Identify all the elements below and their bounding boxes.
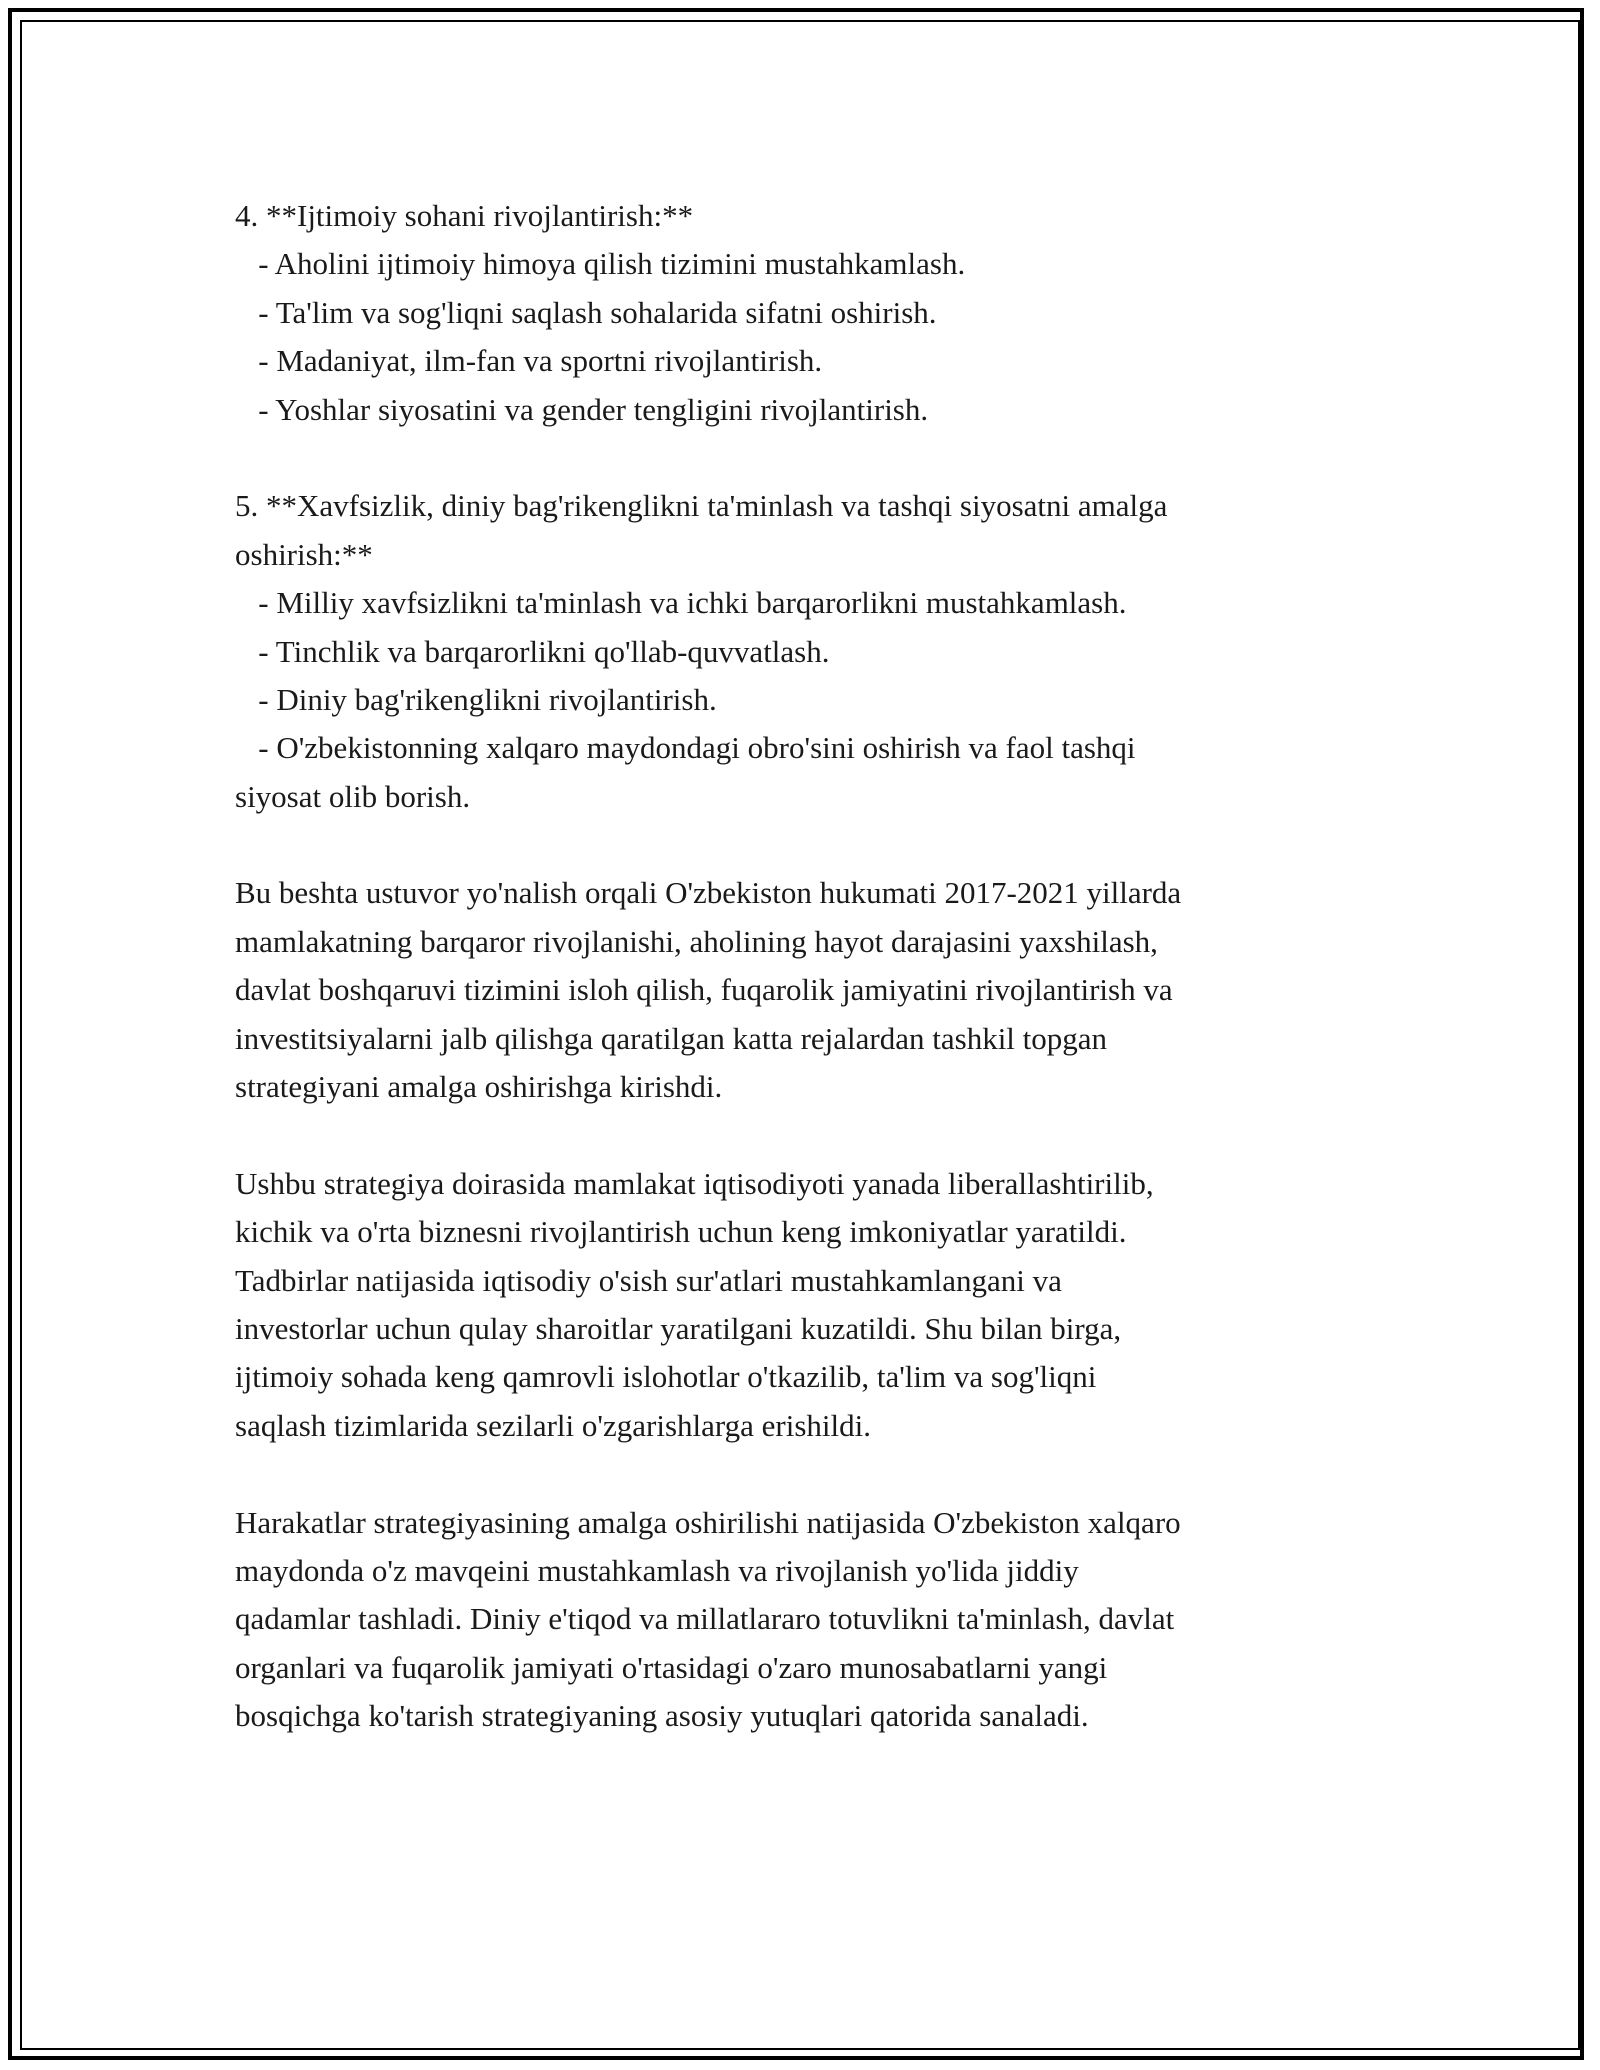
section-5-item: siyosat olib borish. xyxy=(235,778,471,814)
paragraph-line: strategiyani amalga oshirishga kirishdi. xyxy=(235,1069,723,1105)
section-4-item: - Yoshlar siyosatini va gender tengligini rivojlantirish. xyxy=(235,391,929,427)
paragraph-gap xyxy=(235,434,1375,482)
paragraph-line: qadamlar tashladi. Diniy e'tiqod va millatlararo totuvlikni ta'minlash, davlat xyxy=(235,1601,1175,1637)
paragraph-gap xyxy=(235,1450,1375,1498)
paragraph-line: mamlakatning barqaror rivojlanishi, aholining hayot darajasini yaxshilash, xyxy=(235,923,1158,959)
section-4-heading: 4. **Ijtimoiy sohani rivojlantirish:** xyxy=(235,198,694,233)
paragraph-line: Tadbirlar natijasida iqtisodiy o'sish sur'atlari mustahkamlangani va xyxy=(235,1262,1062,1298)
paragraph-line: maydonda o'z mavqeini mustahkamlash va rivojlanish yo'lida jiddiy xyxy=(235,1552,1079,1588)
paragraph-line: investitsiyalarni jalb qilishga qaratilgan katta rejalardan tashkil topgan xyxy=(235,1020,1108,1056)
paragraph-line: Ushbu strategiya doirasida mamlakat iqtisodiyoti yanada liberallashtirilib, xyxy=(235,1165,1154,1201)
paragraph-line: bosqichga ko'tarish strategiyaning asosiy yutuqlari qatorida sanaladi. xyxy=(235,1698,1089,1734)
paragraph-gap xyxy=(235,821,1375,869)
section-4-item: - Madaniyat, ilm-fan va sportni rivojlantirish. xyxy=(235,343,823,379)
section-5-item: - O'zbekistonning xalqaro maydondagi obro'sini oshirish va faol tashqi xyxy=(235,730,1136,766)
section-5-item: - Diniy bag'rikenglikni rivojlantirish. xyxy=(235,681,717,717)
paragraph-1 xyxy=(235,869,1375,1111)
section-5 xyxy=(235,482,1375,821)
paragraph-line: saqlash tizimlarida sezilarli o'zgarishlarga erishildi. xyxy=(235,1407,871,1443)
section-5-item: - Tinchlik va barqarorlikni qo'llab-quvvatlash. xyxy=(235,633,830,669)
paragraph-line: davlat boshqaruvi tizimini isloh qilish, fuqarolik jamiyatini rivojlantirish va xyxy=(235,972,1173,1008)
section-5-heading: oshirish:** xyxy=(235,536,373,572)
paragraph-line: investorlar uchun qulay sharoitlar yaratilgani kuzatildi. Shu bilan birga, xyxy=(235,1310,1122,1346)
paragraph-line: ijtimoiy sohada keng qamrovli islohotlar o'tkazilib, ta'lim va sog'liqni xyxy=(235,1359,1097,1395)
section-4-item: - Aholini ijtimoiy himoya qilish tizimini mustahkamlash. xyxy=(235,246,966,282)
paragraph-line: Harakatlar strategiyasining amalga oshirilishi natijasida O'zbekiston xalqaro xyxy=(235,1504,1181,1540)
paragraph-line: organlari va fuqarolik jamiyati o'rtasidagi o'zaro munosabatlarni yangi xyxy=(235,1649,1108,1685)
section-5-item: - Milliy xavfsizlikni ta'minlash va ichki barqarorlikni mustahkamlash. xyxy=(235,585,1127,621)
paragraph-3 xyxy=(235,1499,1375,1741)
paragraph-2 xyxy=(235,1160,1375,1450)
document-body xyxy=(235,192,1375,1741)
section-4 xyxy=(235,192,1375,434)
paragraph-line: kichik va o'rta biznesni rivojlantirish uchun keng imkoniyatlar yaratildi. xyxy=(235,1214,1127,1250)
paragraph-line: Bu beshta ustuvor yo'nalish orqali O'zbekiston hukumati 2017-2021 yillarda xyxy=(235,875,1182,911)
paragraph-gap xyxy=(235,1111,1375,1159)
section-5-heading: 5. **Xavfsizlik, diniy bag'rikenglikni ta'minlash va tashqi siyosatni amalga xyxy=(235,488,1168,524)
section-4-item: - Ta'lim va sog'liqni saqlash sohalarida sifatni oshirish. xyxy=(235,294,937,330)
